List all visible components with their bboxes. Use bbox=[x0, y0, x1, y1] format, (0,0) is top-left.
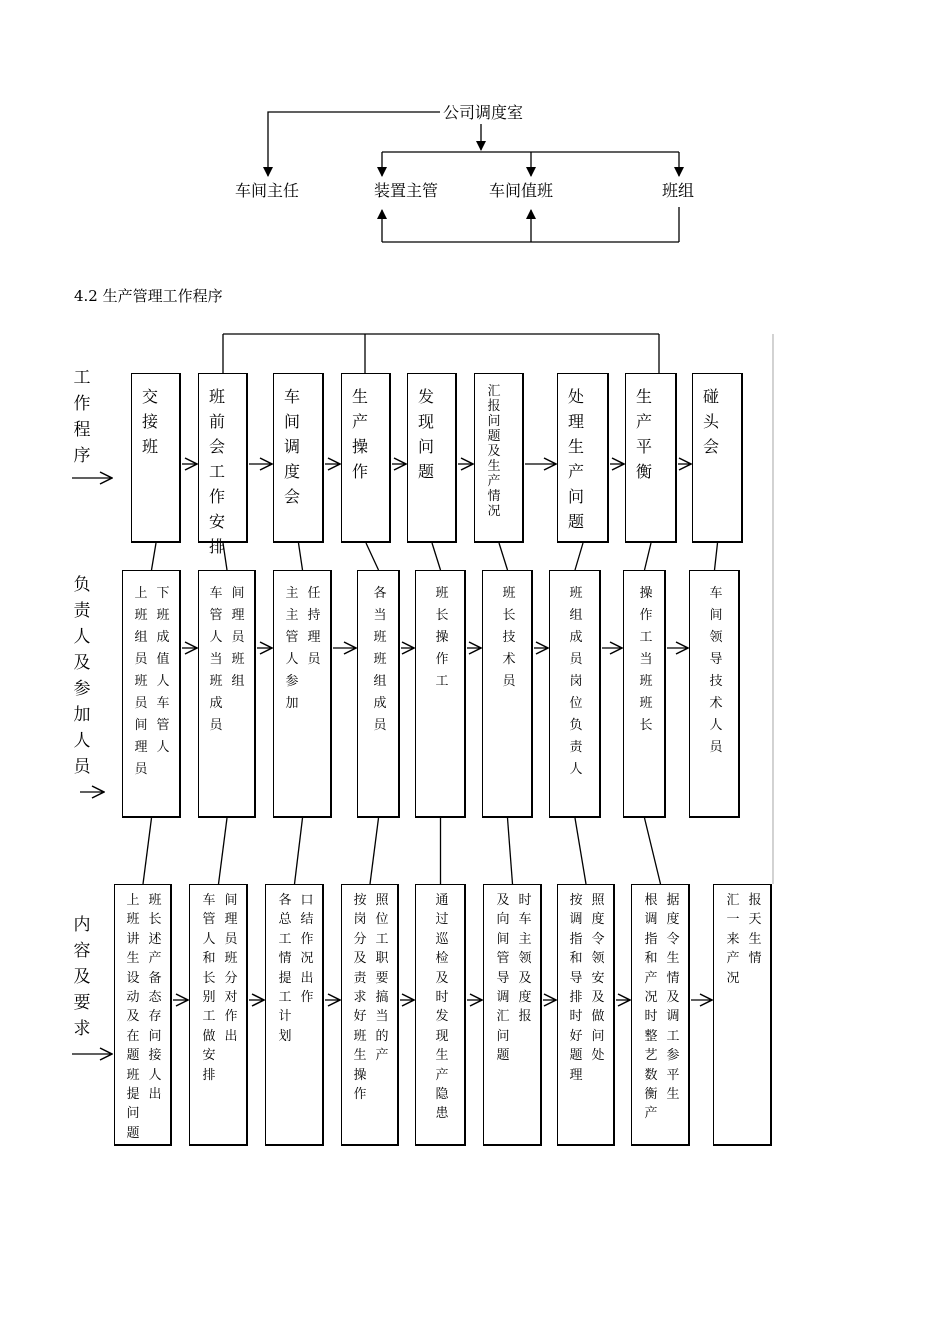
row-label-content: 内容及要求 bbox=[73, 915, 91, 1039]
content-column: 按调指和导排时好题理 bbox=[569, 893, 583, 1083]
people-column: 主主管人参加 bbox=[285, 586, 299, 711]
people-box bbox=[273, 570, 332, 818]
content-column: 据度令生情及调工参平生 bbox=[666, 893, 680, 1103]
content-column: 照度令领安及做问处 bbox=[591, 893, 605, 1064]
step-box bbox=[692, 373, 743, 543]
content-box bbox=[713, 884, 772, 1146]
step-box bbox=[273, 373, 324, 543]
step-label: 处理生产问题 bbox=[567, 387, 584, 531]
people-column: 各当班班组成员 bbox=[373, 586, 387, 733]
step-label: 碰头会 bbox=[702, 387, 719, 456]
content-box bbox=[189, 884, 248, 1146]
people-box bbox=[122, 570, 181, 818]
people-box bbox=[357, 570, 400, 818]
content-column: 各总工情提工计划 bbox=[278, 893, 292, 1044]
people-column: 下班成值人车管人 bbox=[156, 586, 170, 755]
content-box bbox=[557, 884, 615, 1146]
content-column: 上班讲生设动及在题班提问题 bbox=[126, 893, 140, 1141]
people-column: 车间领导技术人员 bbox=[709, 586, 723, 755]
org-top-label: 公司调度室 bbox=[443, 103, 524, 122]
content-column: 口结作况出作 bbox=[300, 893, 314, 1006]
content-box bbox=[415, 884, 466, 1146]
people-column: 车管人当班成员 bbox=[209, 586, 223, 733]
people-box bbox=[198, 570, 256, 818]
org-workshop-duty-label: 车间值班 bbox=[489, 181, 554, 200]
step-label: 生产操作 bbox=[351, 387, 368, 481]
people-column: 上班组员班员间理员 bbox=[134, 586, 148, 777]
step-label: 汇报问题及生产情况 bbox=[487, 384, 501, 519]
content-box bbox=[341, 884, 399, 1146]
people-column: 任持理员 bbox=[307, 586, 321, 667]
row-label-procedure: 工作程序 bbox=[73, 368, 91, 466]
row-label-people: 负责人及参加人员 bbox=[73, 575, 91, 777]
content-box bbox=[114, 884, 172, 1146]
org-unit-supervisor-label: 装置主管 bbox=[374, 181, 439, 200]
step-box bbox=[557, 373, 609, 543]
step-box bbox=[625, 373, 677, 543]
people-box bbox=[549, 570, 601, 818]
content-column: 班长述产备态存问接人出 bbox=[148, 893, 162, 1103]
content-column: 通过巡检及时发现生产隐患 bbox=[435, 893, 449, 1122]
step-box bbox=[407, 373, 457, 543]
step-label: 发现问题 bbox=[417, 387, 434, 481]
step-box bbox=[474, 373, 524, 543]
content-box bbox=[631, 884, 690, 1146]
content-column: 按岗分及责求好班生操作 bbox=[353, 893, 367, 1103]
content-column: 根调指和产况时整艺数衡产 bbox=[644, 893, 658, 1122]
step-label: 班前会工作安排 bbox=[208, 387, 225, 556]
step-box bbox=[341, 373, 391, 543]
people-box bbox=[623, 570, 666, 818]
org-team-label: 班组 bbox=[662, 181, 695, 200]
people-box bbox=[689, 570, 740, 818]
content-column: 间理员班分对作出 bbox=[224, 893, 238, 1044]
step-box bbox=[198, 373, 248, 556]
content-box bbox=[265, 884, 324, 1146]
people-box bbox=[482, 570, 533, 818]
content-column: 报天生情 bbox=[748, 893, 762, 967]
people-column: 操作工当班班长 bbox=[639, 586, 653, 733]
people-column: 间理员班组 bbox=[231, 586, 245, 689]
section-title: 4.2 生产管理工作程序 bbox=[74, 287, 223, 305]
people-column: 班长操作工 bbox=[435, 586, 449, 689]
content-column: 及向间管导调汇问题 bbox=[496, 893, 510, 1064]
content-column: 时车主领及度报 bbox=[518, 893, 532, 1025]
step-box bbox=[131, 373, 181, 543]
content-column: 照位工职要搞当的产 bbox=[375, 893, 389, 1064]
content-column: 车管人和长别工做安排 bbox=[202, 893, 216, 1083]
step-label: 车间调度会 bbox=[283, 387, 300, 506]
content-column: 汇一来产况 bbox=[726, 893, 740, 986]
content-box bbox=[483, 884, 542, 1146]
org-workshop-director-label: 车间主任 bbox=[235, 181, 300, 200]
step-label: 生产平衡 bbox=[635, 387, 652, 481]
step-label: 交接班 bbox=[141, 387, 158, 456]
people-column: 班长技术员 bbox=[502, 586, 516, 689]
people-box bbox=[415, 570, 466, 818]
people-column: 班组成员岗位负责人 bbox=[569, 586, 583, 777]
